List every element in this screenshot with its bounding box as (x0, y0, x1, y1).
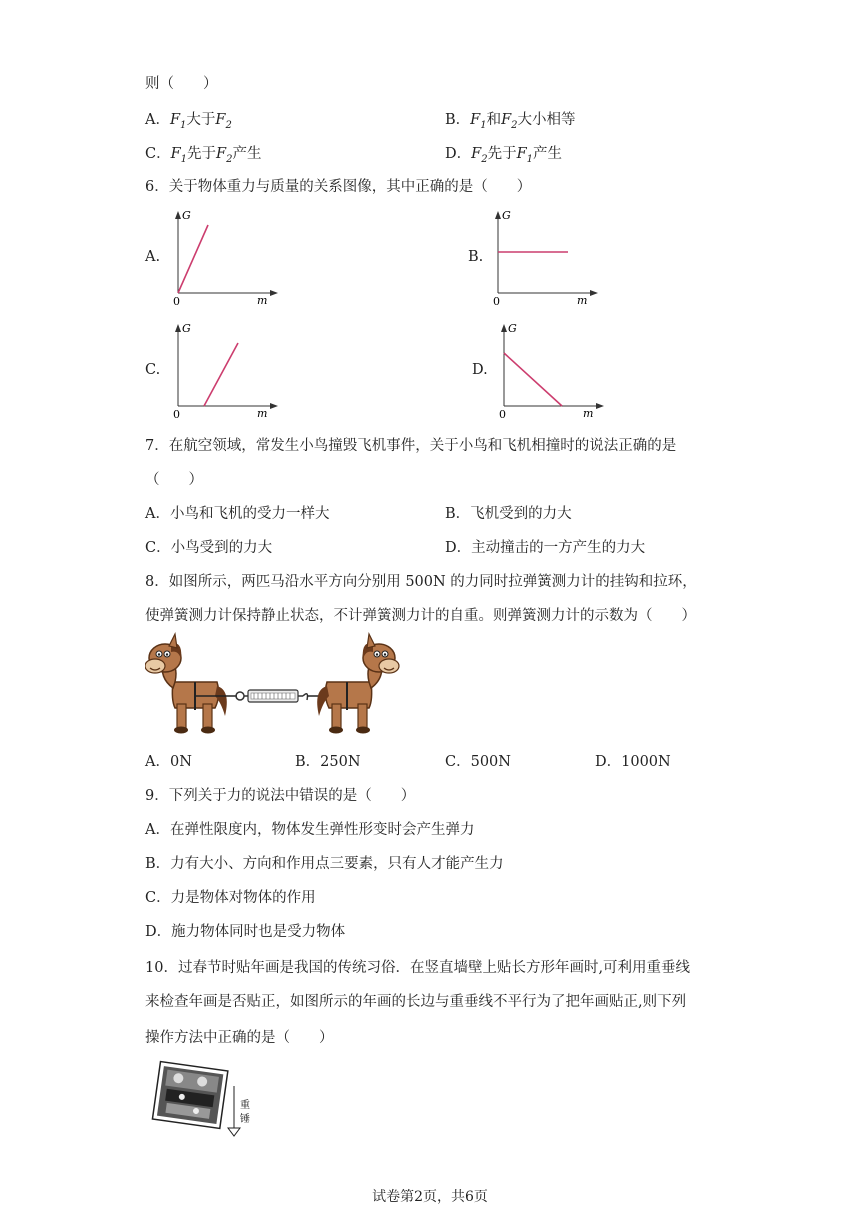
graph-a-line (178, 225, 208, 293)
spring-scale-icon (236, 690, 308, 702)
q7-stem-line1: 7．在航空领域，常发生小鸟撞毁飞机事件，关于小鸟和飞机相撞时的说法正确的是 (145, 438, 677, 454)
q7-option-c: C．小鸟受到的力大 (145, 540, 273, 556)
q6-label-c: C. (145, 362, 161, 378)
page-footer: 试卷第2页，共6页 (372, 1189, 488, 1205)
graph-d-line (504, 353, 562, 406)
q9-option-d: D．施力物体同时也是受力物体 (145, 924, 346, 940)
graph-a-x-label: m (257, 294, 268, 307)
q6-label-d: D. (472, 362, 488, 378)
q5-option-d: D．$F_2$先于$F_1$产生 (445, 146, 563, 165)
right-horse-icon (317, 634, 399, 734)
graph-c-line (204, 343, 238, 406)
graph-b-y-label: G (502, 209, 511, 222)
left-horse-icon (145, 634, 227, 734)
q9-stem: 9．下列关于力的说法中错误的是（ ） (145, 788, 416, 804)
graph-d-x-label: m (583, 407, 594, 420)
plumb-bob-icon (228, 1128, 240, 1136)
q7-option-b: B．飞机受到的力大 (445, 506, 572, 522)
plumb-label (240, 1098, 253, 1125)
q5-option-a: A．$F_1$大于$F_2$ (145, 112, 232, 131)
plumb-label-char2: 锤 (240, 1114, 250, 1125)
graph-a-y-label: G (182, 209, 191, 222)
tilted-picture-figure (148, 1060, 268, 1140)
q5-option-b: B．$F_1$和$F_2$大小相等 (445, 112, 576, 131)
q10-stem-line3: 操作方法中正确的是（ ） (145, 1030, 334, 1046)
q6-label-a: A. (145, 249, 161, 265)
q6-graph-b (488, 205, 603, 307)
q6-label-b: B. (468, 249, 484, 265)
graph-c-origin: 0 (173, 408, 180, 420)
graph-d-y-label: G (508, 322, 517, 335)
graph-a-origin: 0 (173, 295, 180, 307)
q8-option-c: C．500N (445, 754, 511, 770)
q7-stem-line2: （ ） (145, 472, 203, 488)
q8-option-b: B．250N (295, 754, 361, 770)
graph-c-x-label: m (257, 407, 268, 420)
q6-graph-a (168, 205, 283, 307)
q9-option-c: C．力是物体对物体的作用 (145, 890, 316, 906)
graph-b-x-label: m (577, 294, 588, 307)
q10-stem-line1: 10．过春节时贴年画是我国的传统习俗．在竖直墙壁上贴长方形年画时,可利用重垂线 (145, 960, 691, 976)
q9-option-a: A．在弹性限度内，物体发生弹性形变时会产生弹力 (145, 822, 475, 838)
graph-b-origin: 0 (493, 295, 500, 307)
q6-stem: 6．关于物体重力与质量的关系图像，其中正确的是（ ） (145, 179, 532, 195)
plumb-label-char1: 重 (240, 1100, 250, 1111)
q8-stem-line1: 8．如图所示，两匹马沿水平方向分别用 500N 的力同时拉弹簧测力计的挂钩和拉环， (145, 574, 697, 590)
q8-option-a: A．0N (145, 754, 192, 770)
q5-stem-tail: 则（ ） (145, 76, 218, 92)
new-year-picture-icon (152, 1062, 227, 1129)
q7-option-d: D．主动撞击的一方产生的力大 (445, 540, 646, 556)
q6-graph-d (494, 318, 609, 420)
graph-c-y-label: G (182, 322, 191, 335)
horses-spring-scale-figure (145, 630, 405, 738)
q7-option-a: A．小鸟和飞机的受力一样大 (145, 506, 330, 522)
q6-graph-c (168, 318, 283, 420)
q5-option-c: C．$F_1$先于$F_2$产生 (145, 146, 262, 165)
q8-stem-line2: 使弹簧测力计保持静止状态，不计弹簧测力计的自重。则弹簧测力计的示数为（ ） (145, 608, 696, 624)
q8-option-d: D．1000N (595, 754, 671, 770)
q10-stem-line2: 来检查年画是否贴正，如图所示的年画的长边与重垂线不平行为了把年画贴正,则下列 (145, 994, 687, 1010)
q9-option-b: B．力有大小、方向和作用点三要素，只有人才能产生力 (145, 856, 504, 872)
graph-d-origin: 0 (499, 408, 506, 420)
